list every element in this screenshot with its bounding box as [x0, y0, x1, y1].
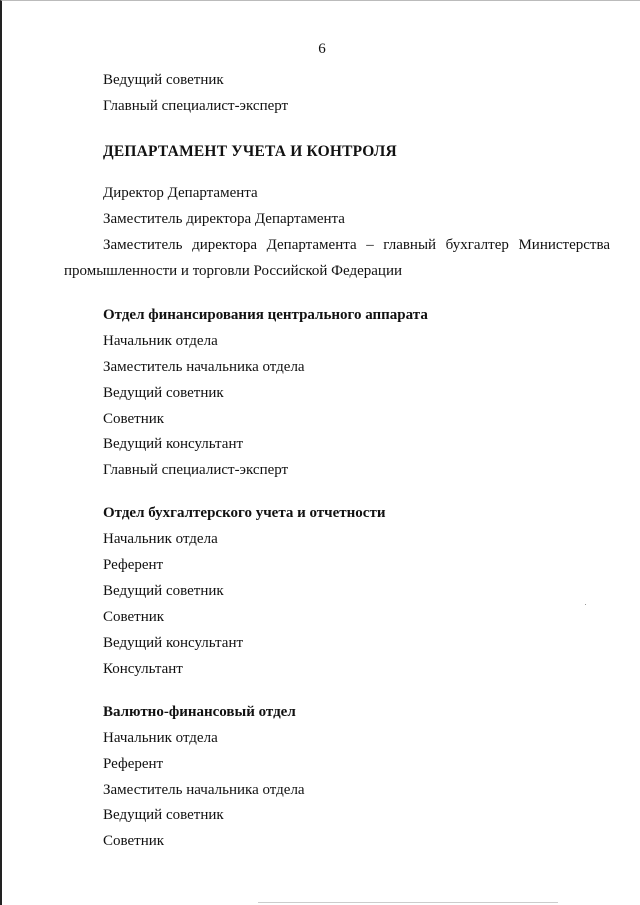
scan-speck — [585, 604, 586, 605]
section-item: Советник — [103, 609, 165, 625]
section-item: Советник — [103, 833, 165, 849]
department-paragraph: Заместитель директора Департамента – главный бухгалтер Министерства промышленности и торговли Российской Федерации — [64, 237, 610, 279]
section-item: Консультант — [103, 661, 183, 677]
section-title: Валютно-финансовый отдел — [103, 704, 296, 720]
section-item: Заместитель начальника отдела — [103, 359, 305, 375]
intro-item: Главный специалист-эксперт — [103, 98, 289, 114]
section-item: Референт — [103, 557, 164, 573]
scan-edge-mark — [258, 902, 558, 903]
section-item: Ведущий советник — [103, 385, 224, 401]
section-item: Ведущий советник — [103, 807, 224, 823]
page-number: 6 — [318, 41, 326, 57]
intro-item: Ведущий советник — [103, 72, 224, 88]
section-item: Главный специалист-эксперт — [103, 462, 289, 478]
section-item: Референт — [103, 756, 164, 772]
section-item: Заместитель начальника отдела — [103, 782, 305, 798]
section-title: Отдел бухгалтерского учета и отчетности — [103, 505, 386, 521]
department-item: Заместитель директора Департамента — [103, 211, 345, 227]
section-item: Советник — [103, 411, 165, 427]
section-item: Начальник отдела — [103, 333, 218, 349]
department-item: Директор Департамента — [103, 185, 258, 201]
department-title: ДЕПАРТАМЕНТ УЧЕТА И КОНТРОЛЯ — [103, 143, 397, 160]
section-item: Начальник отдела — [103, 531, 218, 547]
section-item: Ведущий консультант — [103, 635, 244, 651]
section-item: Ведущий советник — [103, 583, 224, 599]
section-item: Ведущий консультант — [103, 436, 244, 452]
section-title: Отдел финансирования центрального аппарата — [103, 307, 428, 323]
section-item: Начальник отдела — [103, 730, 218, 746]
